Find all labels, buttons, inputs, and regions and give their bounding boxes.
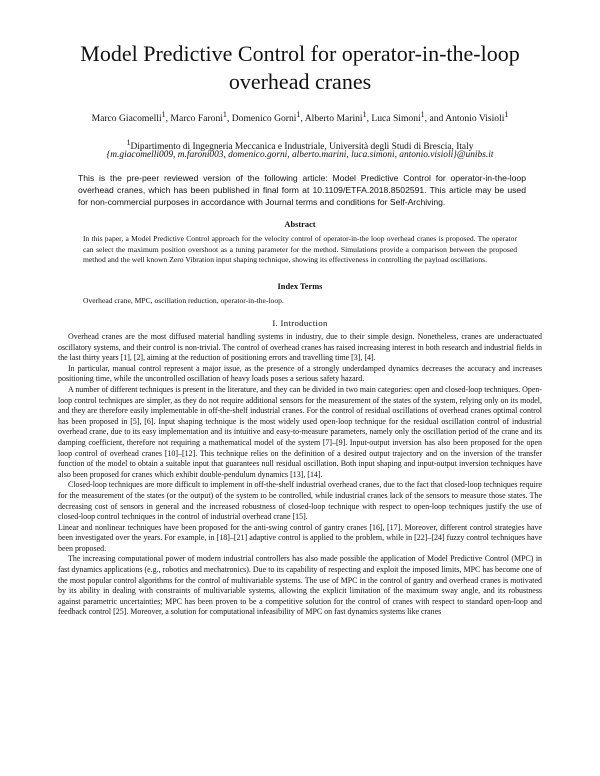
preprint-notice: This is the pre-peer reviewed version of the following article: Model Predictive Control for operator-in-the-loop overhead cranes, which has been published in final form at 10.1109/ETFA.2018.8502591. This article may be used for non-commercial purposes in accordance with Journal terms and conditions for Self-Archiving. — [78, 173, 526, 207]
author-name: Domenico Gorni — [231, 113, 297, 125]
author-name: Marco Giacomelli — [91, 113, 162, 125]
author-separator: , — [300, 113, 305, 125]
index-terms: Overhead crane, MPC, oscillation reduction, operator-in-the-loop. — [83, 296, 284, 305]
author-name: Antonio Visioli — [445, 113, 505, 125]
paper-title: Model Predictive Control for operator-in-the-loop overhead cranes — [80, 41, 520, 94]
affiliation-mark: 1 — [504, 110, 509, 119]
section-heading: I. Introduction — [272, 318, 328, 328]
abstract-text: In this paper, a Model Predictive Control approach for the velocity control of operator-in-the loop overhead cranes is proposed. The operator can select the maximum position overshoot as a tuning parameter for the method. Simulations provide a comparison between the proposed method and the well known Zero Vibration input shaping technique, showing its effectiveness in controlling the payload oscillations. — [83, 234, 517, 264]
paragraph: A number of different techniques is present in the literature, and they can be divided in two main categories: open and closed-loop techniques. Open-loop control techniques are simpler, as they do not require additional sensors for the measurement of the states of the system, relying only on its model, and they are therefore easily implementable in off-the-shelf industrial cranes. For the control of residual oscillations of overhead cranes optimal control has been proposed in [5], [6]. Input shaping technique is the most widely used open-loop technique for the residual oscillation control of industrial overhead crane, due to its easy implementation and its intuitive and easy-to-measure parameters, namely only the oscillation period of the crane and its damping coefficient, therefore not requiring a mathematical model of the system [7]–[9]. Input-output inversion has also been proposed for the open loop control of overhead cranes [10]–[12]. This technique relies on the definition of a desired output trajectory and on the inversion of the transfer function of the model to obtain a suitable input that guarantees null residual oscillation. Both input shaping and input-output inversion techniques have also been proposed for cranes which exhibit double-pendulum dynamics [13], [14]. — [58, 384, 542, 479]
affiliation-text: Dipartimento di Ingegneria Meccanica e Industriale, Università degli Studi di Brescia, Italy — [130, 142, 474, 153]
abstract-heading: Abstract — [284, 220, 316, 229]
paragraph: Linear and nonlinear techniques have been proposed for the anti-swing control of gantry cranes [16], [17]. Moreover, different control strategies have been investigated over the years. For example, in [18]–[21] adaptive control is applied to the problem, while in [22]–[24] fuzzy control techniques have been proposed. — [58, 522, 542, 553]
affiliation-mark: 1 — [222, 110, 227, 119]
author-emails: {m.giacomelli009, m.faroni003, domenico.gorni, alberto.marini, luca.simoni, antonio.visioli}@unibs.it — [106, 150, 494, 160]
affiliation-mark: 1 — [296, 110, 301, 119]
affiliation-mark: 1 — [126, 138, 131, 147]
author-name: Luca Simoni — [371, 113, 421, 125]
author-name: Alberto Marini — [304, 113, 363, 125]
affiliation-mark: 1 — [420, 110, 425, 119]
paragraph: Overhead cranes are the most diffused material handling systems in industry, due to their simple design. Nonetheless, cranes are underactuated oscillatory systems, and their control is non-trivial. The control of overhead cranes has raised increasing interest in both research and industrial fields in the last thirty years [1], [2], aiming at the reduction of positioning errors and travelling time [3], [4]. — [58, 332, 542, 363]
author-separator: , — [226, 113, 232, 125]
paragraph: In particular, manual control represent a major issue, as the presence of a strongly underdamped dynamics decreases the accuracy and increases positioning time, while the uncontrolled oscillation of heavy loads poses a serious safety hazard. — [58, 363, 542, 384]
index-terms-heading: Index Terms — [277, 282, 323, 291]
author-separator: , — [366, 113, 372, 125]
paragraph: Closed-loop techniques are more difficult to implement in off-the-shelf industrial overhead cranes, due to the fact that closed-loop techniques require for the measurement of the states (or the output) of the system to be controlled, while industrial cranes lack of the sensors to measure those states. The decreasing cost of sensors in general and the increased robustness of closed-loop technique with respect to open-loop techniques justify the use of closed-loop control techniques in the control of industrial overhead crane [15]. — [58, 480, 542, 522]
author-name: Marco Faroni — [170, 113, 223, 125]
author-separator: , — [165, 113, 171, 125]
body-text — [58, 332, 542, 618]
affiliation-mark: 1 — [161, 110, 166, 119]
paragraph: The increasing computational power of modern industrial controllers has also made possible the application of Model Predictive Control (MPC) in fast dynamics applications (e.g., robotics and mechatronics). Due to its capability of respecting and exploit the imposed limits, MPC has become one of the most popular control algorithms for the control of multivariable systems. The use of MPC in the control of gantry and overhead cranes is motivated by its ability in dealing with constraints of multivariable systems, allowing the explicit limitation of the maximum sway angle, and its robustness against parametric uncertainties; MPC has been proven to be a competitive solution for the control of cranes with respect to standard open-loop and feedback control [25]. Moreover, a solution for computational infeasibility of MPC on fast dynamics systems like cranes — [58, 554, 542, 617]
affiliation-mark: 1 — [362, 110, 367, 119]
author-list — [40, 108, 560, 125]
author-separator: , and — [424, 113, 446, 125]
